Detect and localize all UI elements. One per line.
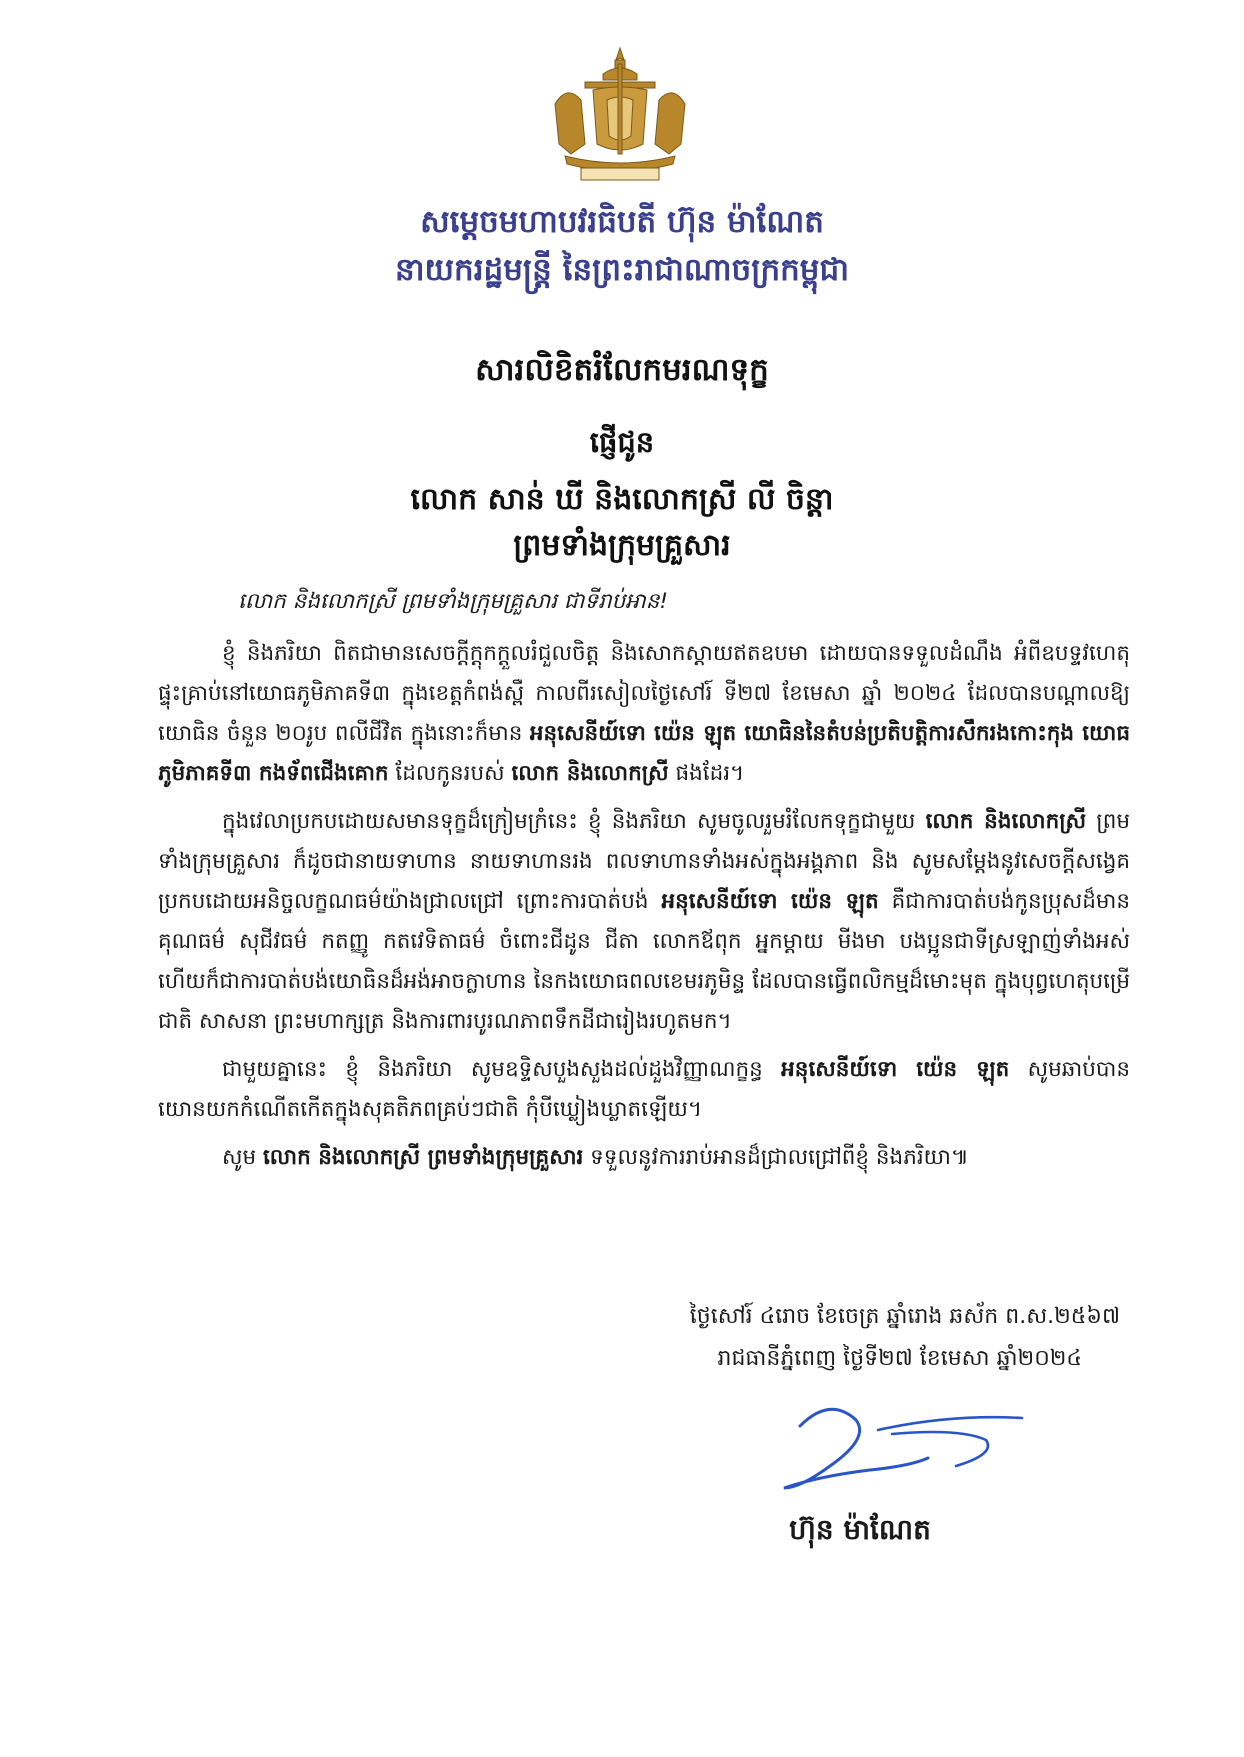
handwritten-signature — [760, 1392, 1040, 1502]
letter-body — [158, 582, 1130, 1186]
recipients: លោក សាន់ ឃី និងលោកស្រី លី ចិន្តា — [410, 482, 834, 517]
letterhead — [0, 198, 1244, 294]
deceased-name: អនុសេនីយ៍ទោ យ៉េន ឡុត យោធិននៃតំបន់ប្រតិបត្តិការសឹករងកោះកុង យោធភូមិភាគទី៣ កងទ័ពជើងគោក — [158, 721, 1130, 786]
paragraph-4: សូម លោក និងលោកស្រី ព្រមទាំងក្រុមគ្រួសារ ទទួលនូវការរាប់អានដ៏ជ្រាលជ្រៅពីខ្ញុំ និងភរិយា៕ — [222, 1145, 969, 1170]
royal-coat-of-arms-icon — [545, 44, 695, 184]
lunar-date: ថ្ងៃសៅរ៍ ៤រោច ខែចេត្រ ឆ្នាំរោង ឆស័ក ព.ស.២៥៦៧ — [689, 1304, 1120, 1329]
deceased-name: អនុសេនីយ៍ទោ យ៉េន ឡុត — [661, 889, 879, 914]
recipients-family: ព្រមទាំងក្រុមគ្រួសារ — [513, 528, 731, 563]
letter-title: សារលិខិតរំលែកមរណទុក្ខ — [475, 352, 769, 388]
solar-date: រាជធានីភ្នំពេញ ថ្ងៃទី២៧ ខែមេសា ឆ្នាំ២០២៤ — [717, 1346, 1082, 1371]
recipients-inline: លោក និងលោកស្រី — [511, 761, 669, 786]
paragraph-3: ជាមួយគ្នានេះ ខ្ញុំ និងភរិយា សូមឧទ្ទិសបួងសួងដល់ដួងវិញ្ញាណក្ខន្ធ អនុសេនីយ៍ទោ យ៉េន ឡុត សូមឆាប់បានយោនយកកំណើតកើតក្នុងសុគតិភពគ្រប់ៗជាតិ កុំបីឃ្លៀងឃ្លាតឡើយ។ — [158, 1057, 1130, 1122]
letterhead-position: នាយករដ្ឋមន្ត្រី នៃព្រះរាជាណាចក្រកម្ពុជា — [395, 252, 849, 288]
letterhead-name: សម្ដេចមហាបវរធិបតី ហ៊ុន ម៉ាណែត — [420, 204, 824, 240]
signer-name: ហ៊ុន ម៉ាណែត — [789, 1513, 931, 1546]
recipients-inline: លោក និងលោកស្រី ព្រមទាំងក្រុមគ្រួសារ — [262, 1145, 584, 1170]
deceased-name: អនុសេនីយ៍ទោ យ៉េន ឡុត — [781, 1057, 1010, 1082]
salutation: លោក និងលោកស្រី ព្រមទាំងក្រុមគ្រួសារ ជាទីរាប់អាន! — [238, 589, 669, 614]
sent-to-label: ផ្ញើជូន — [589, 425, 655, 459]
paragraph-1: ខ្ញុំ និងភរិយា ពិតជាមានសេចក្តីក្តុកក្តួលរំជួលចិត្ត និងសោកស្តាយឥតឧបមា ដោយបានទទួលដំណឹង អំពីឧបទ្ទវហេតុផ្ទុះគ្រាប់នៅយោធភូមិភាគទី៣ ក្នុងខេត្តកំពង់ស្ពឺ កាលពីរសៀលថ្ងៃសៅរ៍ ទី២៧ ខែមេសា ឆ្នាំ ២០២៤ ដែលបានបណ្តាលឱ្យយោធិន ចំនួន ២០រូប ពលីជីវិត ក្នុងនោះក៏មាន អនុសេនីយ៍ទោ យ៉េន ឡុត យោធិននៃតំបន់ប្រតិបត្តិការសឹករងកោះកុង យោធភូមិភាគទី៣ កងទ័ពជើងគោក ដែលកូនរបស់ លោក និងលោកស្រី ផងដែរ។ — [158, 641, 1130, 786]
recipients-inline: លោក និងលោកស្រី — [925, 809, 1087, 834]
paragraph-2: ក្នុងវេលាប្រកបដោយសមានទុក្ខដ៏ក្រៀមក្រំនេះ ខ្ញុំ និងភរិយា សូមចូលរួមរំលែកទុក្ខជាមួយ លោក និងលោកស្រី ព្រមទាំងក្រុមគ្រួសារ ក៏ដូចជានាយទាហាន នាយទាហានរង ពលទាហានទាំងអស់ក្នុងអង្គភាព និង សូមសម្តែងនូវសេចក្តីសង្វេគប្រកបដោយអនិច្ចលក្ខណធម៌យ៉ាងជ្រាលជ្រៅ ព្រោះការបាត់បង់ អនុសេនីយ៍ទោ យ៉េន ឡុត គឺជាការបាត់បង់កូនប្រុសដ៏មានគុណធម៌ សុជីវធម៌ កតញ្ញូ កតវេទិតាធម៌ ចំពោះជីដូន ជីតា លោកឪពុក អ្នកម្តាយ មីងមា បងប្អូនជាទីស្រឡាញ់ទាំងអស់ ហើយក៏ជាការបាត់បង់យោធិនដ៏អង់អាចក្លាហាន នៃកងយោធពលខេមរភូមិន្ទ ដែលបានធ្វើពលិកម្មដ៏មោះមុត ក្នុងបុព្វហេតុបម្រើជាតិ សាសនា ព្រះមហាក្សត្រ និងការពារបូរណភាពទឹកដីជារៀងរហូតមក។ — [158, 809, 1131, 1034]
letter-titles — [0, 345, 1244, 569]
date-block — [560, 1296, 1120, 1380]
